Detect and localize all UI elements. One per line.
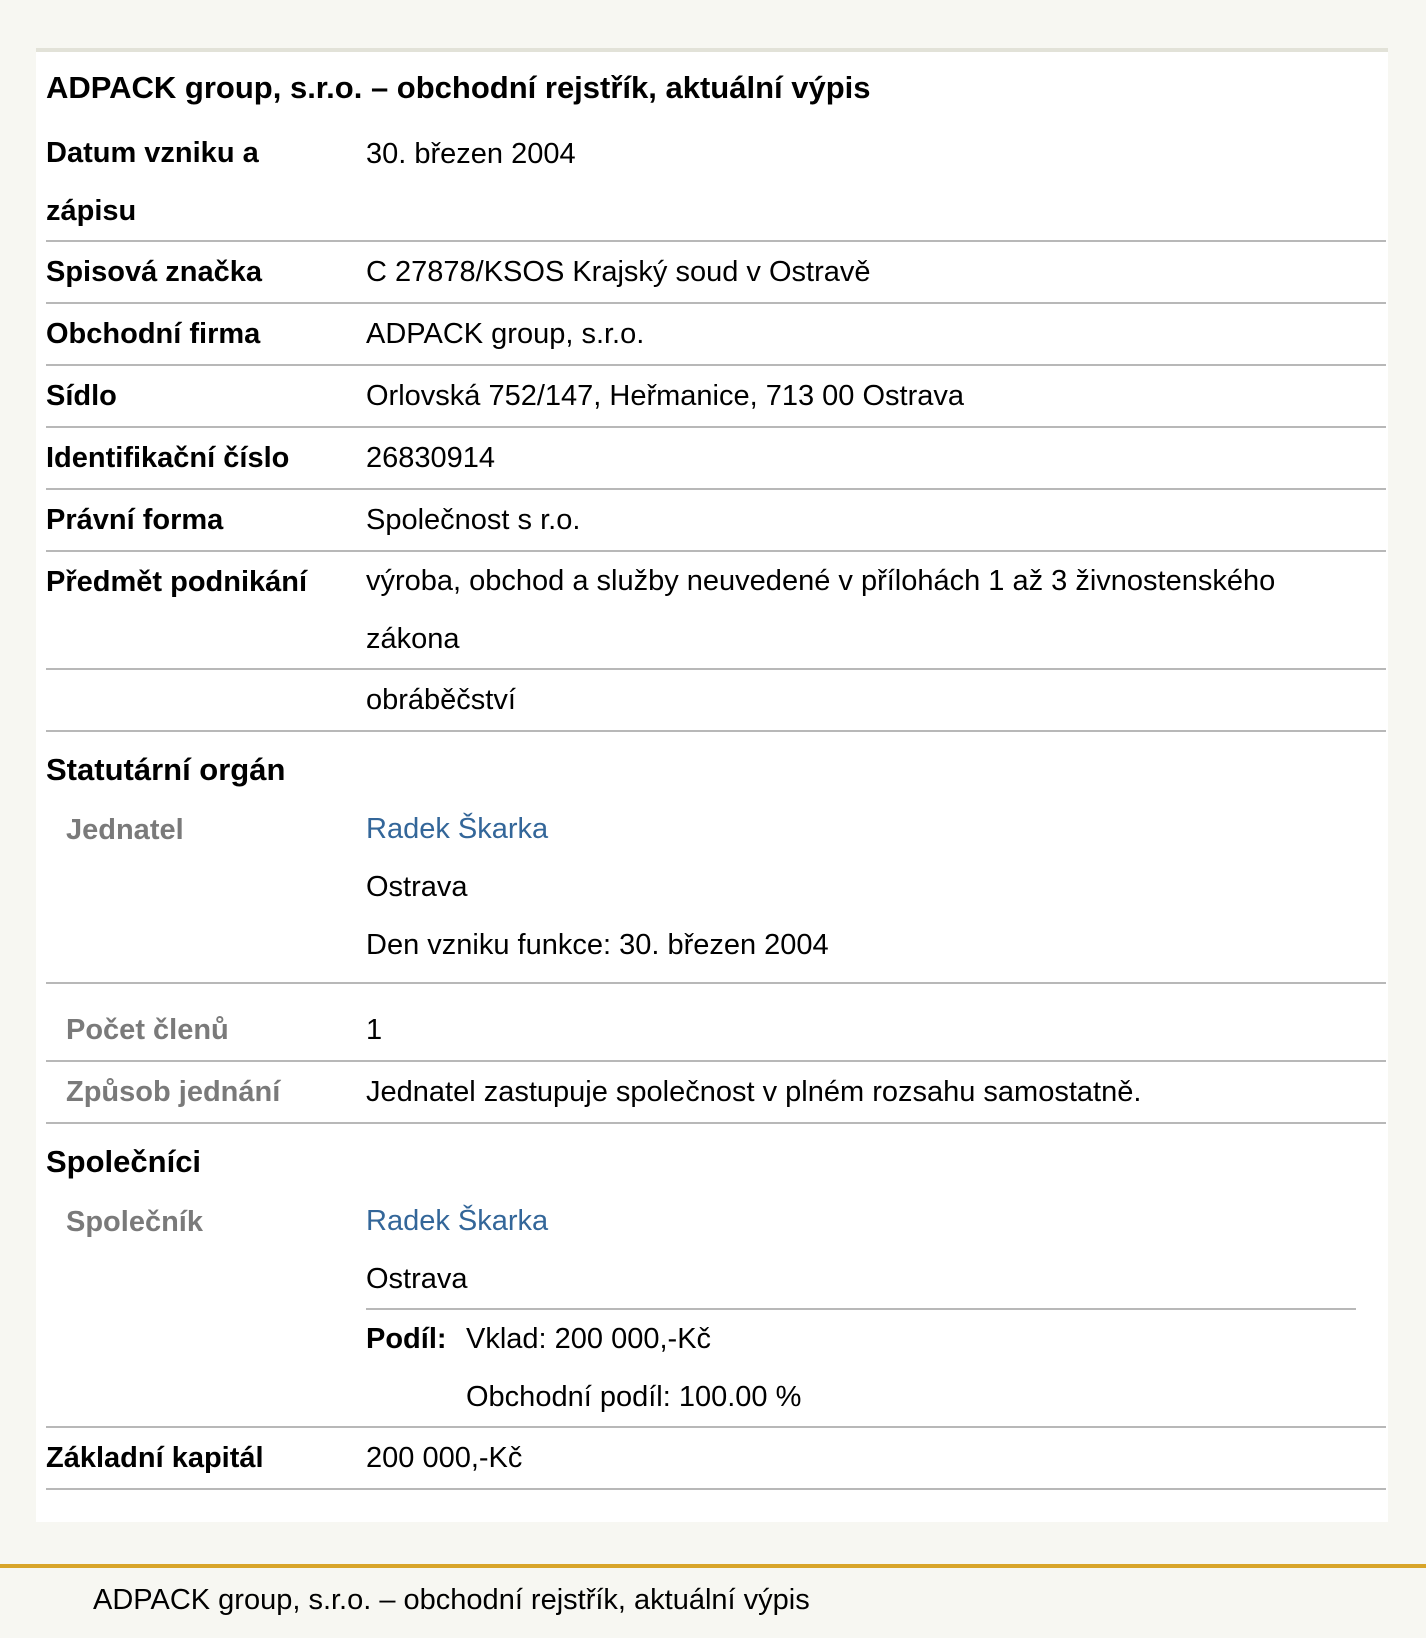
- jednatel-since: Den vzniku funkce: 30. březen 2004: [366, 929, 829, 961]
- row-value: Orlovská 752/147, Heřmanice, 713 00 Ostrava: [366, 380, 965, 412]
- row-label: Jednatel: [66, 814, 184, 846]
- row-datum-vzniku: [46, 124, 1386, 242]
- row-value: 200 000,-Kč: [366, 1442, 523, 1474]
- row-predmet-podnikani-2: [46, 670, 1386, 732]
- row-zakladni-kapital: [46, 1428, 1386, 1490]
- jednatel-city: Ostrava: [366, 871, 468, 903]
- register-card: [36, 48, 1388, 1522]
- row-value: 26830914: [366, 442, 496, 474]
- row-obchodni-firma: [46, 304, 1386, 366]
- section-statutory-title: Statutární orgán: [46, 752, 286, 787]
- row-label: Datum vzniku a zápisu: [46, 137, 259, 227]
- share-deposit: Vklad: 200 000,-Kč: [466, 1323, 712, 1355]
- row-zpusob-jednani: [46, 1062, 1386, 1124]
- row-label: Společník: [66, 1206, 203, 1238]
- row-predmet-podnikani: [46, 552, 1386, 670]
- row-value: C 27878/KSOS Krajský soud v Ostravě: [366, 256, 871, 288]
- row-label: Obchodní firma: [46, 318, 261, 350]
- row-value: výroba, obchod a služby neuvedené v přílohách 1 až 3 živnostenského zákona: [366, 565, 1276, 655]
- row-value: Jednatel zastupuje společnost v plném rozsahu samostatně.: [366, 1076, 1142, 1108]
- footer: [0, 1564, 1426, 1638]
- row-value: 1: [366, 1014, 383, 1046]
- row-value: ADPACK group, s.r.o.: [366, 318, 645, 350]
- jednatel-details: [366, 800, 1386, 974]
- section-partners-title: Společníci: [46, 1144, 202, 1179]
- row-label: Spisová značka: [46, 256, 262, 288]
- partner-city: Ostrava: [366, 1263, 468, 1295]
- row-label: Počet členů: [66, 1014, 229, 1046]
- row-spisova-znacka: [46, 242, 1386, 304]
- share-block: [366, 1308, 1356, 1426]
- share-values: [466, 1310, 801, 1426]
- row-label: [46, 670, 366, 730]
- footer-text: ADPACK group, s.r.o. – obchodní rejstřík, aktuální výpis: [93, 1584, 810, 1616]
- row-label: Právní forma: [46, 504, 224, 536]
- row-label: Základní kapitál: [46, 1442, 264, 1474]
- row-pravni-forma: [46, 490, 1386, 552]
- row-label: Předmět podnikání: [46, 566, 308, 598]
- jednatel-name-link[interactable]: Radek Škarka: [366, 813, 549, 845]
- partner-name-link[interactable]: Radek Škarka: [366, 1205, 549, 1237]
- row-label: Identifikační číslo: [46, 442, 290, 474]
- row-value: Společnost s r.o.: [366, 504, 581, 536]
- partner-details: [366, 1192, 1386, 1426]
- row-ico: [46, 428, 1386, 490]
- row-value: obráběčství: [366, 684, 516, 716]
- row-spolecnik: [46, 1192, 1386, 1428]
- row-jednatel: [46, 800, 1386, 984]
- page-title: ADPACK group, s.r.o. – obchodní rejstřík, aktuální výpis: [46, 70, 871, 105]
- row-pocet-clenu: [46, 984, 1386, 1062]
- register-content: [46, 52, 1386, 1490]
- row-label: Způsob jednání: [66, 1076, 281, 1108]
- row-label: Sídlo: [46, 380, 117, 412]
- share-business: Obchodní podíl: 100.00 %: [466, 1381, 802, 1413]
- share-label: Podíl:: [366, 1323, 447, 1355]
- row-sidlo: [46, 366, 1386, 428]
- row-value: 30. březen 2004: [366, 138, 576, 170]
